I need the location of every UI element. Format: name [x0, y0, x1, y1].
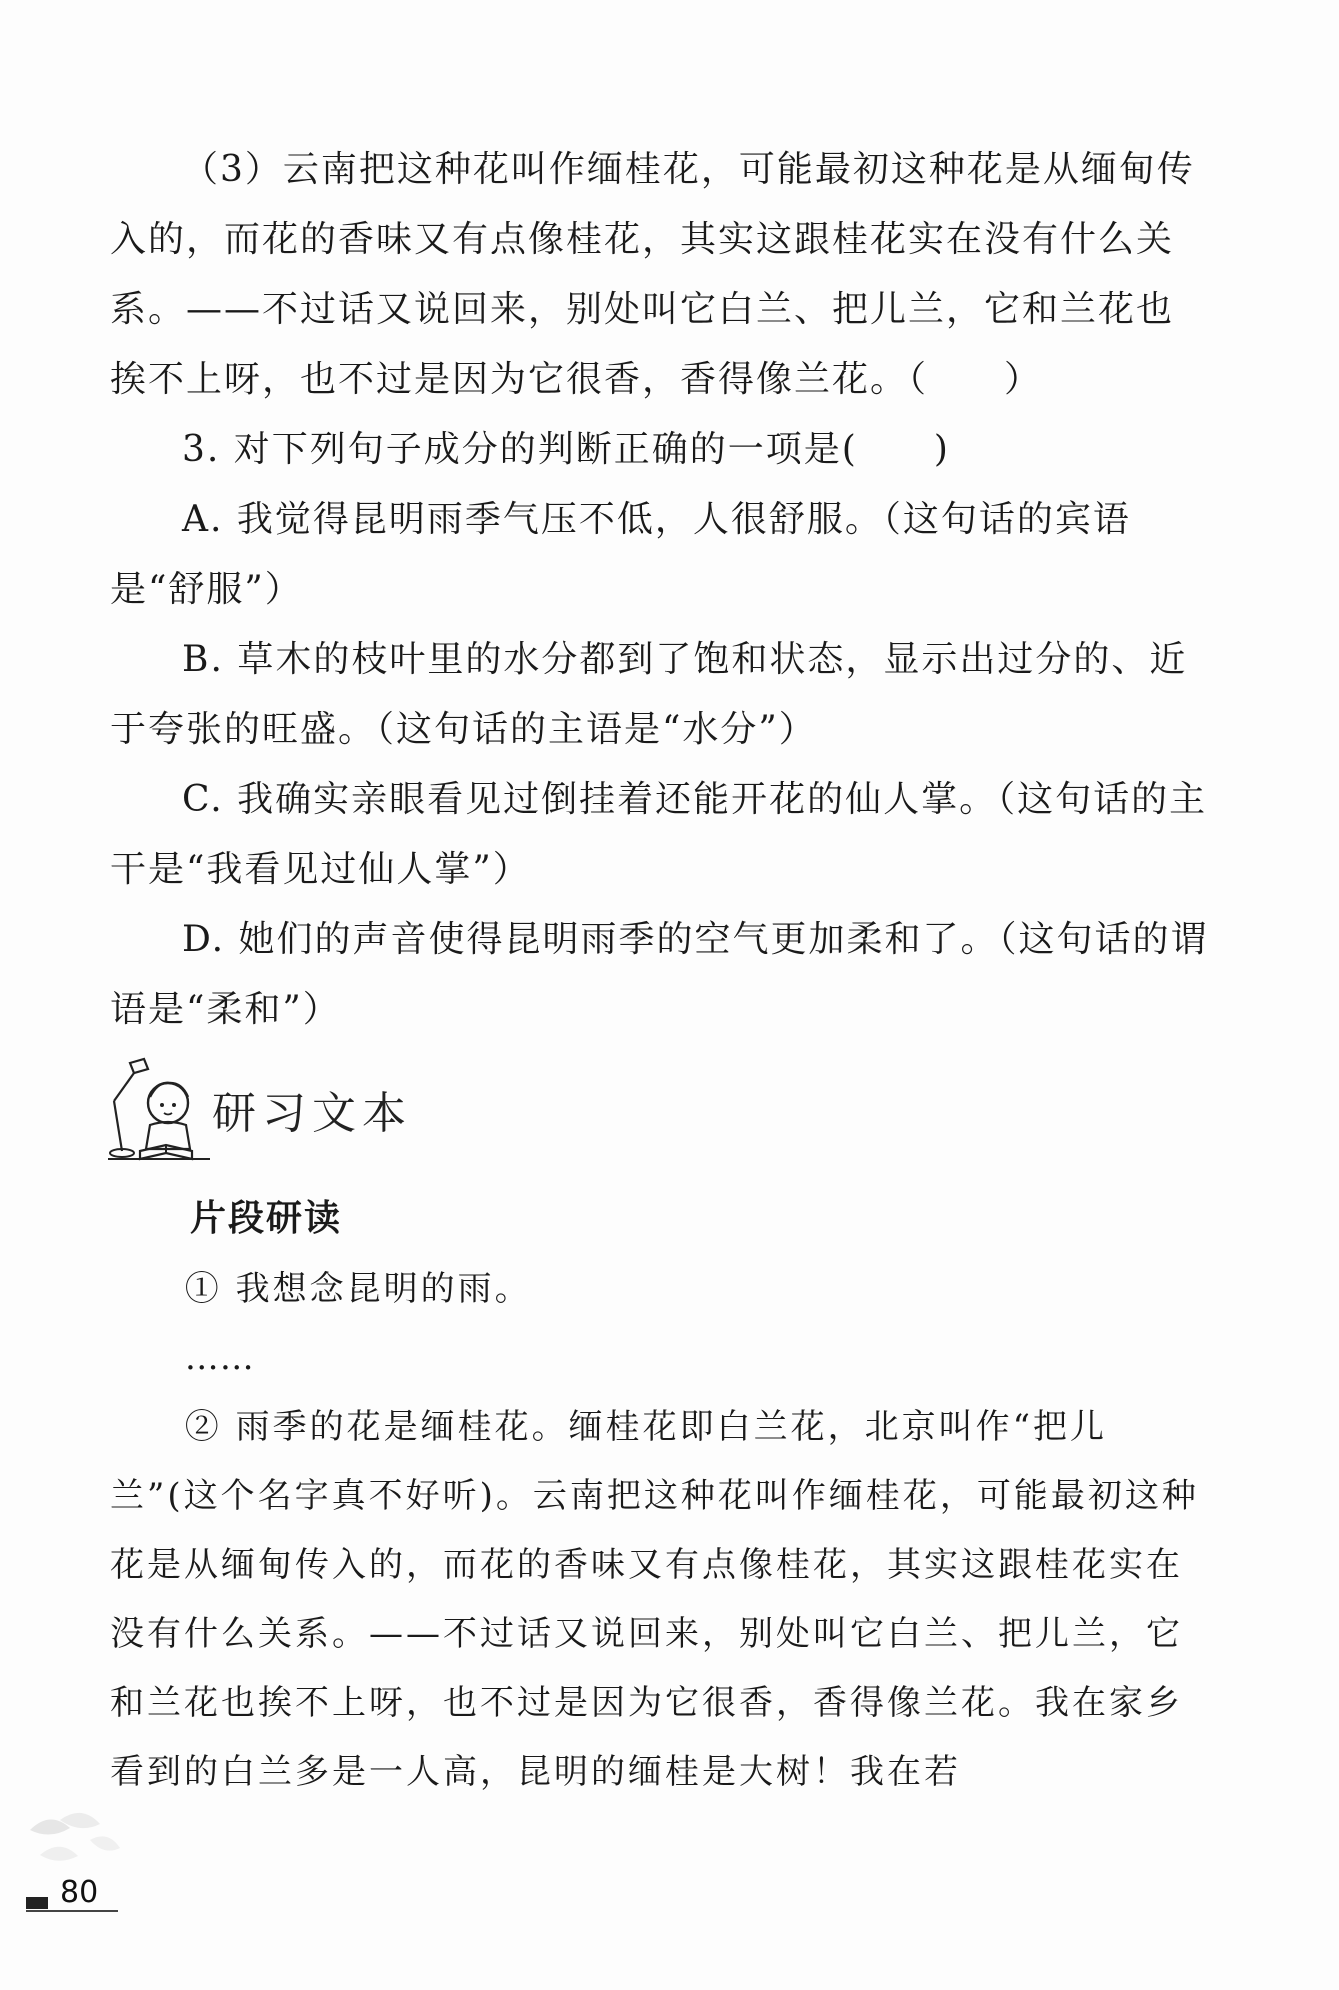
- section-title: 研习文本: [212, 1088, 412, 1139]
- question-3-part: [110, 135, 1210, 415]
- question-stem: 3. 对下列句子成分的判断正确的一项是( ): [182, 429, 950, 470]
- student-reading-icon: [100, 1055, 220, 1165]
- option-b: B. 草木的枝叶里的水分都到了饱和状态，显示出过分的、近于夸张的旺盛。（这句话的主语是“水分”）: [110, 639, 1188, 750]
- page-number-rule: [26, 1910, 118, 1912]
- excerpt-heading: 片段研读: [190, 1198, 343, 1239]
- option-c: C. 我确实亲眼看见过倒挂着还能开花的仙人掌。（这句话的主干是“我看见过仙人掌”）: [110, 779, 1208, 890]
- section-header: [100, 1055, 500, 1165]
- excerpt-paragraph-2: ② 雨季的花是缅桂花。缅桂花即白兰花，北京叫作“把儿兰”(这个名字真不好听)。云南把这种花叫作缅桂花，可能最初这种花是从缅甸传入的，而花的香味又有点像桂花，其实这跟桂花实在没有什么关系。——不过话又说回来，别处叫它白兰、把儿兰，它和兰花也挨不上呀，也不过是因为它很香，香得像兰花。我在家乡看到的白兰多是一人高，昆明的缅桂是大树！我在若: [110, 1407, 1199, 1792]
- option-a: A. 我觉得昆明雨季气压不低，人很舒服。（这句话的宾语是“舒服”）: [110, 499, 1131, 610]
- page-number: 80: [60, 1875, 99, 1910]
- excerpt-body: [110, 1255, 1210, 1807]
- question-3: [110, 415, 1210, 1045]
- excerpt-ellipsis: ……: [184, 1338, 255, 1378]
- excerpt-paragraph-1: ① 我想念昆明的雨。: [184, 1269, 532, 1309]
- page-number-marker: [26, 1897, 48, 1909]
- question-3-part-text: （3）云南把这种花叫作缅桂花，可能最初这种花是从缅甸传入的，而花的香味又有点像桂花，其实这跟桂花实在没有什么关系。——不过话又说回来，别处叫它白兰、把儿兰，它和兰花也挨不上呀，也不过是因为它很香，香得像兰花。（ ）: [110, 149, 1195, 400]
- option-d: D. 她们的声音使得昆明雨季的空气更加柔和了。（这句话的谓语是“柔和”）: [110, 919, 1209, 1030]
